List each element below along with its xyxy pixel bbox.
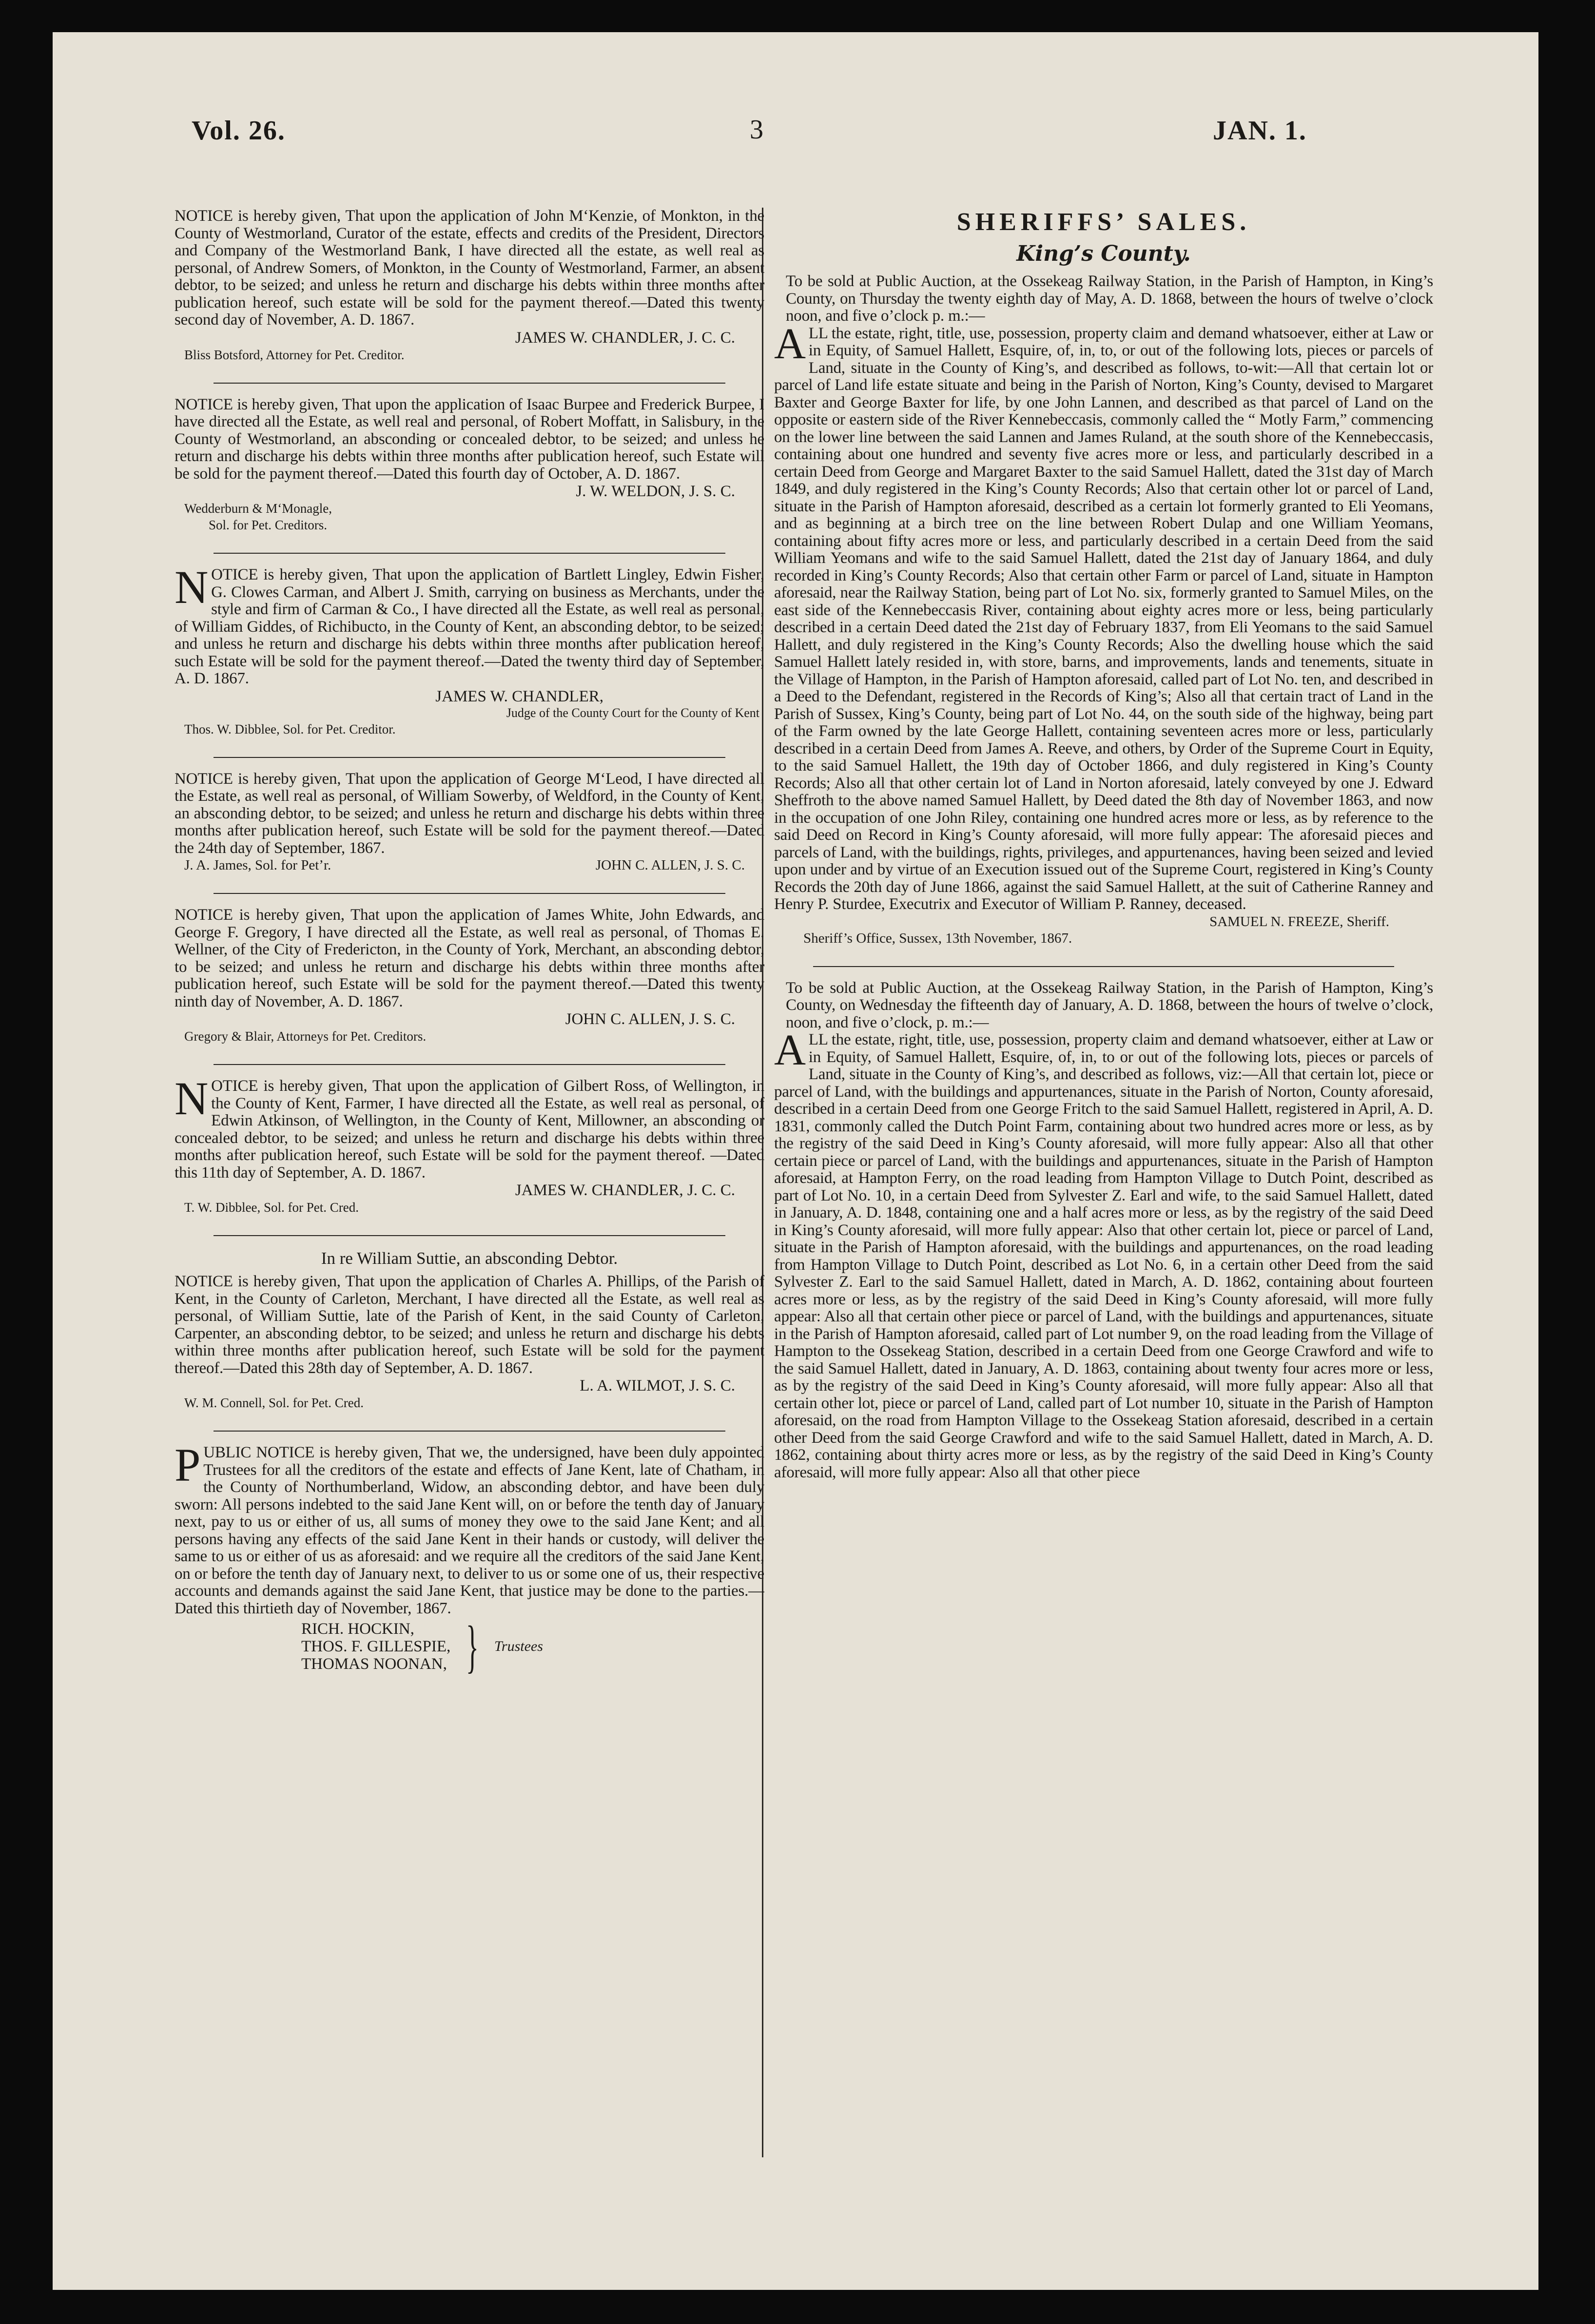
- right-column: [774, 208, 1433, 2231]
- trustee-signatures: [301, 1614, 764, 1679]
- trustee-name: RICH. HOCKIN,: [301, 1620, 414, 1638]
- notice-attorney: J. A. James, Sol. for Pet’r.: [184, 857, 331, 873]
- notice-text: NOTICE is hereby given, That upon the application of Gilbert Ross, of Wellington, in the County of Kent, Farmer, I have directed all the Estate, as well real as personal, of Edwin Atkinson, of Wellington, in the County of Kent, Millowner, an absconding or concealed debtor, to be seized; and unless he return and discharge his debts within three months after publication hereof, such Estate will be sold for the payment thereof. —Dated this 11th day of September, A. D. 1867.: [175, 1072, 764, 1181]
- trustee-names: [301, 1620, 450, 1673]
- notice-chandler-giddes: [175, 561, 764, 737]
- sheriff-sale-may: [774, 273, 1433, 947]
- notice-text: NOTICE is hereby given, That upon the application of James White, John Edwards, and George F. Gregory, I have directed all the Estate, as well real as personal, of Thomas E. Wellner, of the City of Fredericton, in the County of York, Merchant, an absconding debtor, to be seized; and unless he return and discharge his debts within three months after publication hereof, such Estate will be sold for the payment thereof.—Dated this twenty ninth day of November, A. D. 1867.: [175, 906, 764, 1010]
- notice-signature: J. W. WELDON, J. S. C.: [576, 483, 735, 500]
- trustees-label: Trustees: [494, 1638, 543, 1654]
- left-column: [175, 208, 764, 2231]
- notice-wilmot-suttie: [175, 1249, 764, 1411]
- notice-signature-title: Judge of the County Court for the County of Kent: [506, 705, 759, 720]
- divider-rule: [214, 553, 725, 554]
- notice-text: NOTICE is hereby given, That upon the application of John M‘Kenzie, of Monkton, in the County of Westmorland, Curator of the estate, effects and credits of the President, Directors and Company of the Westmorland Bank, I have directed all the estate, as well real as personal, of Andrew Somers, of Monkton, in the County of Westmorland, Farmer, an absent debtor, to be seized; and unless he return and discharge his debts within three months after publication hereof, such estate will be sold for the payment thereof.—Dated this twenty second day of November, A. D. 1867.: [175, 208, 764, 329]
- sale-intro: To be sold at Public Auction, at the Ossekeag Railway Station, in the Parish of Hampton, in King’s County, on Thursday the twenty eighth day of May, A. D. 1868, between the hours of twelve o’clock noon, and five o’clock p. m.:—: [786, 272, 1433, 325]
- sheriff-office-line: Sheriff’s Office, Sussex, 13th November, 1867.: [803, 930, 1072, 946]
- notice-trustees-kent: [175, 1439, 764, 1679]
- notice-attorney: Bliss Botsford, Attorney for Pet. Creditor.: [184, 347, 405, 362]
- notice-attorney: Wedderburn & M‘Monagle,: [184, 501, 332, 516]
- notice-signature: JAMES W. CHANDLER, J. C. C.: [515, 329, 735, 347]
- divider-rule: [214, 1235, 725, 1236]
- notice-text: NOTICE is hereby given, That upon the application of Bartlett Lingley, Edwin Fisher, G. Clowes Carman, and Albert J. Smith, carrying on business as Merchants, under the style and firm of Carman & Co., I have directed all the Estate, as well real as personal, of William Giddes, of Richibucto, in the County of Kent, an absconding debtor, to be seized; and unless he return and discharge his debts within three months after publication hereof, such Estate will be sold for the payment thereof.—Dated the twenty third day of September, A. D. 1867.: [175, 561, 764, 687]
- trustee-name: THOS. F. GILLESPIE,: [301, 1638, 451, 1655]
- brace-icon: }: [466, 1614, 479, 1679]
- page-number: 3: [750, 115, 764, 145]
- notice-weldon-moffatt: [175, 396, 764, 534]
- notice-signature: JOHN C. ALLEN, J. S. C.: [565, 1010, 735, 1028]
- divider-rule: [214, 757, 725, 758]
- notice-signature: JAMES W. CHANDLER,: [435, 687, 603, 705]
- sale-body: ALL the estate, right, title, use, possession, property claim and demand whatsoever, either at Law or in Equity, of Samuel Hallett, Esquire, of, in, to, or out of the following lots, pieces or parcels of Land, situate in the County of King’s, and described as follows, to-wit:—All that certain lot or parcel of Land life estate situate and being in the Parish of Norton, King’s County, devised to Margaret Baxter and George Baxter for life, by one John Lannen, and described as that parcel of Land on the opposite or eastern side of the River Kennebeccasis, commonly called the “ Motly Farm,” commencing on the lower line between the said Lannen and James Ruland, at the south shore of the Kennebeccasis, containing about one hundred and seventy five acres more or less, and particularly described in a certain Deed from George and Margaret Baxter to the said Samuel Hallett, dated the 31st day of March 1849, and duly registered in the King’s County Records; Also that certain other lot or parcel of Land, situate in the Parish of Hampton aforesaid, described as a certain lot formerly granted to Eli Yeomans, and as beginning at a birch tree on the line between Robert Dulap and one William Yeomans, containing about fifty acres more or less, and particularly described in a certain Deed from the said William Yeomans and wife to the said Samuel Hallett, dated the 21st day of January 1864, and duly recorded in King’s County Records; Also that certain other Farm or parcel of Land, situate in Hampton aforesaid, near the Railway Station, being part of Lot No. six, formerly granted to Samuel Miles, on the east side of the Kennebeccasis River, containing about eighty acres more or less, being particularly described in a certain Deed dated the 21st day of February 1837, from Eli Yeomans to the said Samuel Hallett, and duly registered in the King’s County Records; Also the dwelling house which the said Samuel Hallett lately resided in, with store, barns, and improvements, lands and tenements, situate in the Village of Hampton, in the Parish of Hampton aforesaid, called part of Lot No. ten, and described in a Deed to the Defendant, registered in the Records of King’s; Also all that certain tract of Land in the Parish of Sussex, King’s County, being part of Lot No. 44, on the south side of the highway, being part of the Farm owned by the late George Hallett, containing seventeen acres more or less, particularly described in a certain Deed from James A. Reeve, and others, by Order of the Supreme Court in Equity, to the said Samuel Hallett, the 19th day of October 1866, and duly registered in King’s County Records; Also all that other certain lot of Land in Norton aforesaid, lately conveyed by one J. Edward Sheffroth to the above named Samuel Hallett, by Deed dated the 8th day of November 1863, and now in the occupation of one John Riley, containing one hundred acres more or less, as by reference to the said Deed on Record in King’s County aforesaid, will more fully appear: The aforesaid pieces and parcels of Land, with the buildings, rights, privileges, and appurtenances, having been seized and levied upon under and by virtue of an Execution issued out of the Supreme Court, registered in King’s County Records the 20th day of June 1866, against the said Samuel Hallett, at the suit of Catherine Ranney and Henry P. Sturdee, Executrix and Executor of William P. Ranney, deceased.: [774, 319, 1433, 913]
- notice-text: NOTICE is hereby given, That upon the application of George M‘Leod, I have directed all the Estate, as well real as personal, of William Sowerby, of Weldford, in the County of Kent, an absconding debtor, to be seized; and unless he return and discharge his debts within three months after publication hereof, such Estate will be sold for the payment thereof.—Dated the 24th day of September, 1867.: [175, 770, 764, 857]
- notice-chandler-somers: [175, 208, 764, 363]
- notice-attorney: Thos. W. Dibblee, Sol. for Pet. Creditor.: [184, 721, 396, 736]
- notice-allen-sowerby: [175, 771, 764, 874]
- trustee-name: THOMAS NOONAN,: [301, 1655, 447, 1673]
- volume-number: Vol. 26.: [192, 116, 286, 146]
- divider-rule: [214, 893, 725, 894]
- sale-body: ALL the estate, right, title, use, possession, property claim and demand whatsoever, either at Law or in Equity, of Samuel Hallett, Esquire, of, in, to or out of the following lots, pieces or parcels of Land, situate in the County of King’s, and described as follows, viz:—All that certain lot, piece or parcel of Land, with the buildings and appurtenances, situate in the Parish of Norton, County aforesaid, described in a certain Deed from one George Fritch to the said Samuel Hallett, registered in April, A. D. 1831, commonly called the Dutch Point Farm, containing about two hundred acres more or less, as by the registry of the said Deed in King’s County aforesaid, will more fully appear: Also all that other certain piece or parcel of Land, with the buildings and appurtenances, situate in the Parish of Hampton aforesaid, at Hampton Ferry, on the road leading from Hampton Village to Dutch Point, described as part of Lot No. 10, in a certain Deed from Sylvester Z. Earl and wife, to the said Samuel Hallett, dated in January, A. D. 1848, containing one and a half acres more or less, as by the registry of the said Deed in King’s County aforesaid, will more fully appear: Also that other certain lot, piece or parcel of Land, situate in the Parish of Hampton aforesaid, with the buildings and appurtenances, on the road leading from Hampton Village to Dutch Point, described as Lot No. 6, in a certain other Deed from the said Sylvester Z. Earl to the said Samuel Hallett, dated in March, A. D. 1862, containing about fourteen acres more or less, as by the registry of the said Deed in King’s County aforesaid, will more fully appear: Also all that certain other piece or parcel of Land, with the buildings and appurtenances, situate in the Parish of Hampton aforesaid, called part of Lot number 9, on the road leading from the Village of Hampton to the Ossekeag Station, described in a certain Deed from one George Crawford and wife to the said Samuel Hallett, dated in January, A. D. 1863, containing about twenty four acres more or less, as by the registry of the said Deed in King’s County aforesaid, will more fully appear: Also all that certain other lot, piece or parcel of Land, called part of Lot number 10, situate in the Parish of Hampton aforesaid, on the road from Hampton Village to the Ossekeag Station aforesaid, described in a certain other Deed from the said George Crawford and wife to the said Samuel Hallett, dated in March, A. D. 1862, containing about thirty acres more or less, as by the registry of the said Deed in King’s County aforesaid, will more fully appear: Also all that other piece: [774, 1026, 1433, 1481]
- notice-chandler-atkinson: [175, 1072, 764, 1216]
- notice-signature: JAMES W. CHANDLER, J. C. C.: [515, 1181, 735, 1199]
- notice-allen-wellner: [175, 907, 764, 1045]
- sale-intro: To be sold at Public Auction, at the Ossekeag Railway Station, in the Parish of Hampton, King’s County, on Wednesday the fifteenth day of January, A. D. 1868, between the hours of twelve o’clock, noon, and five o’clock, p. m.:—: [786, 979, 1433, 1031]
- notice-heading: In re William Suttie, an absconding Debtor.: [321, 1249, 618, 1268]
- notice-text: NOTICE is hereby given, That upon the application of Charles A. Phillips, of the Parish of Kent, in the County of Carleton, Merchant, I have directed all the Estate, as well real as personal, of William Suttie, late of the Parish of Kent, in the said County of Carleton, Carpenter, an absconding debtor, to be seized; and unless he return and discharge his debts within three months after publication hereof, such Estate will be sold for the payment thereof.—Dated this 28th day of September, A. D. 1867.: [175, 1273, 764, 1377]
- notice-signature: JOHN C. ALLEN, J. S. C.: [595, 857, 745, 873]
- county-heading: King’s County.: [1016, 241, 1191, 266]
- notice-text: NOTICE is hereby given, That upon the application of Isaac Burpee and Frederick Burpee, I have directed all the Estate, as well real and personal, of Robert Moffatt, in Salisbury, in the County of Westmorland, an absconding or concealed debtor, to be seized; and unless he return and discharge his debts within three months after publication hereof, such Estate will be sold for the payment thereof.—Dated this fourth day of October, A. D. 1867.: [175, 395, 764, 483]
- notice-text: PUBLIC NOTICE is hereby given, That we, the undersigned, have been duly appointed Trustees for all the creditors of the estate and effects of Jane Kent, late of Chatham, in the County of Northumberland, Widow, an absconding debtor, and have been duly sworn: All persons indebted to the said Jane Kent will, on or before the tenth day of January next, pay to us or either of us, all sums of money they owe to the said Jane Kent; and all persons having any effects of the said Jane Kent in their hands or custody, will deliver the same to us or either of us as aforesaid: and we require all the creditors of the said Jane Kent, on or before the tenth day of January next, to deliver to us or some one of us, their respective accounts and demands against the said Jane Kent, that justice may be done to the parties.—Dated this thirtieth day of November, 1867.: [175, 1439, 764, 1617]
- newspaper-page: [53, 32, 1538, 2290]
- notice-attorney: W. M. Connell, Sol. for Pet. Cred.: [184, 1395, 364, 1410]
- sheriff-sale-january: [774, 980, 1433, 1482]
- sheriff-signature: SAMUEL N. FREEZE, Sheriff.: [1209, 913, 1389, 930]
- section-masthead: SHERIFFS’ SALES.: [956, 208, 1251, 236]
- divider-rule: [214, 1064, 725, 1065]
- notice-signature: L. A. WILMOT, J. S. C.: [580, 1377, 735, 1394]
- notice-attorney: T. W. Dibblee, Sol. for Pet. Cred.: [184, 1200, 359, 1215]
- divider-rule: [214, 1431, 725, 1432]
- issue-date: JAN. 1.: [1213, 116, 1307, 146]
- notice-footer: [175, 857, 764, 873]
- notice-attorney-role: Sol. for Pet. Creditors.: [209, 518, 327, 532]
- divider-rule: [813, 966, 1394, 967]
- notice-attorney: Gregory & Blair, Attorneys for Pet. Creditors.: [184, 1029, 427, 1044]
- divider-rule: [214, 383, 725, 384]
